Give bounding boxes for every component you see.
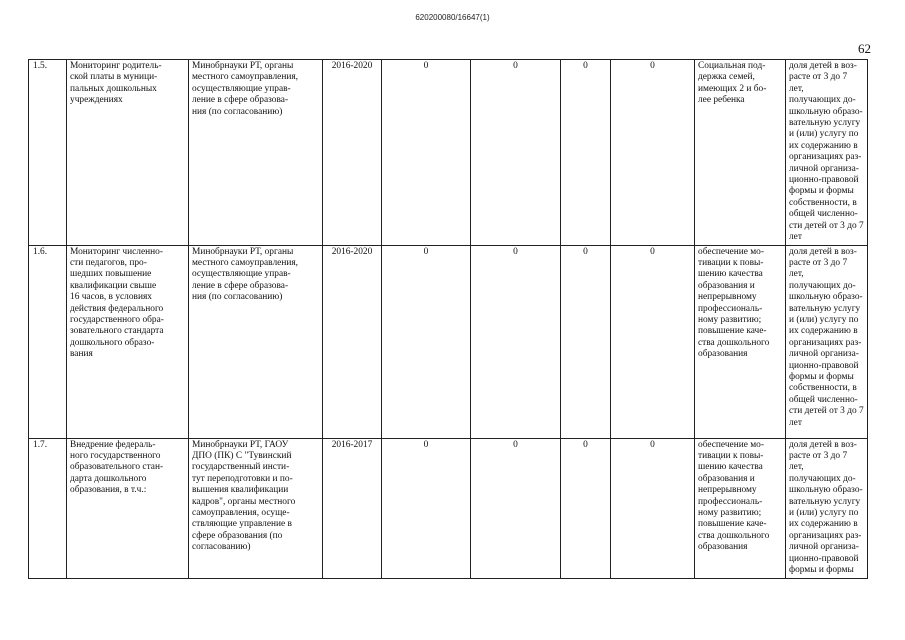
- executors: Минобрнауки РТ, органы местного самоуправления, осуществляющие управ- ление в сфере образова- ния (по согласованию): [189, 245, 323, 438]
- row-number: 1.7.: [29, 438, 67, 578]
- expected-result: обеспечение мо- тивации к повы- шению качества образования и непрерывному профессиональ- ному развитию; повышение каче- ства дошкольного образования: [695, 245, 786, 438]
- measure-name: Мониторинг численно- сти педагогов, про- шедших повышение квалификации свыше 16 часов, в условиях действия федерального государственного обра- зовательного стандарта дошкольного образо- вания: [67, 245, 189, 438]
- measures-table: [28, 59, 868, 579]
- value-2: 0: [471, 60, 561, 246]
- executors: Минобрнауки РТ, ГАОУ ДПО (ПК) С "Тувинский государственный инсти- тут переподготовки и по- вышения квалификации кадров", органы местного самоуправления, осуще- ствляющие управление в сфере образования (по согласованию): [189, 438, 323, 578]
- row-number: 1.6.: [29, 245, 67, 438]
- target-indicator: доля детей в воз- расте от 3 до 7 лет, получающих до- школьную образо- вательную услугу и (или) услугу по их содержанию в организациях раз- личной организа- ционно-правовой формы и формы собственности, в общей численно- сти детей от 3 до 7 лет: [786, 60, 868, 246]
- value-3: 0: [561, 245, 611, 438]
- expected-result: обеспечение мо- тивации к повы- шению качества образования и непрерывному профессиональ- ному развитию; повышение каче- ства дошкольного образования: [695, 438, 786, 578]
- executors: Минобрнауки РТ, органы местного самоуправления, осуществляющие управ- ление в сфере образова- ния (по согласованию): [189, 60, 323, 246]
- value-2: 0: [471, 245, 561, 438]
- measure-name: Мониторинг родитель- ской платы в муници- пальных дошкольных учреждениях: [67, 60, 189, 246]
- value-1: 0: [382, 60, 471, 246]
- value-4: 0: [611, 438, 695, 578]
- table-row: [29, 245, 868, 438]
- value-4: 0: [611, 60, 695, 246]
- value-2: 0: [471, 438, 561, 578]
- value-4: 0: [611, 245, 695, 438]
- value-1: 0: [382, 245, 471, 438]
- table-row: [29, 60, 868, 246]
- period: 2016-2020: [323, 245, 382, 438]
- target-indicator: доля детей в воз- расте от 3 до 7 лет, получающих до- школьную образо- вательную услугу и (или) услугу по их содержанию в организациях раз- личной организа- ционно-правовой формы и формы: [786, 438, 868, 578]
- row-number: 1.5.: [29, 60, 67, 246]
- page-number: 62: [858, 41, 871, 56]
- measure-name: Внедрение федераль- ного государственного образовательного стан- дарта дошкольного образования, в т.ч.:: [67, 438, 189, 578]
- period: 2016-2017: [323, 438, 382, 578]
- table-row: [29, 438, 868, 578]
- value-3: 0: [561, 60, 611, 246]
- target-indicator: доля детей в воз- расте от 3 до 7 лет, получающих до- школьную образо- вательную услугу и (или) услугу по их содержанию в организациях раз- личной организа- ционно-правовой формы и формы собственности, в общей численно- сти детей от 3 до 7 лет: [786, 245, 868, 438]
- expected-result: Социальная под- держка семей, имеющих 2 и бо- лее ребенка: [695, 60, 786, 246]
- value-1: 0: [382, 438, 471, 578]
- value-3: 0: [561, 438, 611, 578]
- period: 2016-2020: [323, 60, 382, 246]
- document-id: 620200080/16647(1): [415, 13, 490, 22]
